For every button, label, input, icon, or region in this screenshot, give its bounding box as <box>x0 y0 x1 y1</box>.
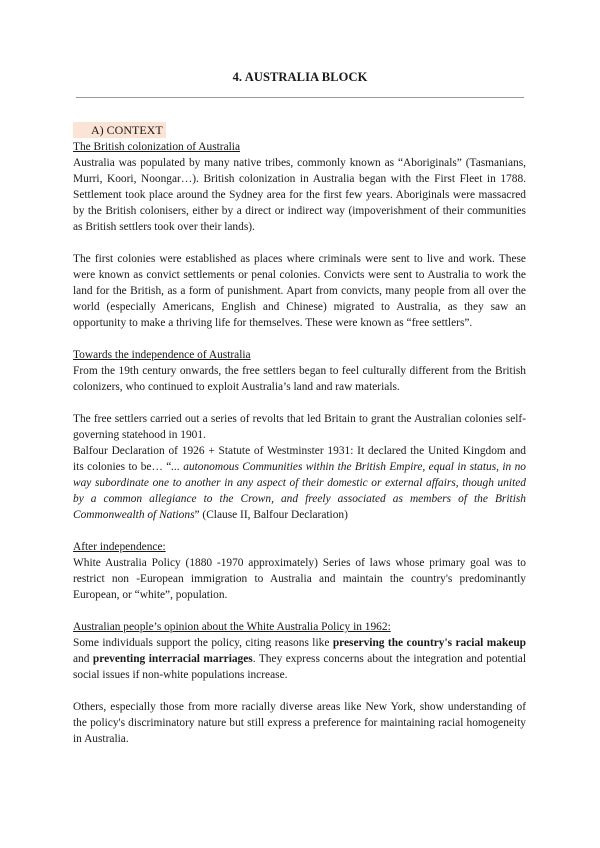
paragraph-colonization-1: Australia was populated by many native tribes, commonly known as “Aboriginals” (Tasmanians, Murri, Koori, Noongar…). British colonization in Australia began with the First Fleet in 1788. Settlement took place around the Sydney area for the first few years. Aboriginals were massacred by the British colonisers, either by a direct or indirect way (impoverishment of their communities as British settlers took over their lands). <box>73 157 526 233</box>
context-label: A) CONTEXT <box>73 122 166 138</box>
balfour-lead: Balfour Declaration of 1926 + Statute of Westminster 1931: It declared the United Kingdom and its colonies to be… “ <box>73 445 526 473</box>
paragraph-independence-2: The free settlers carried out a series of revolts that led Britain to grant the Australian colonies self-governing statehood in 1901. <box>73 413 526 441</box>
opinion-bold-racial-makeup: preserving the country's racial makeup <box>332 637 527 649</box>
page-title: 4. AUSTRALIA BLOCK <box>232 70 368 84</box>
balfour-quote: ... autonomous Communities within the British Empire, equal in status, in no way subordinate one to another in any aspect of their domestic or external affairs, though united by a common allegiance to the Crown, and freely associated as members of the British Commonwealth of Nations <box>73 461 526 521</box>
paragraph-balfour <box>73 443 526 523</box>
heading-after-independence: After independence: <box>73 541 166 553</box>
heading-british-colonization: The British colonization of Australia <box>73 141 241 153</box>
paragraph-opinion-2: Others, especially those from more racially diverse areas like New York, show understanding of the policy's discriminatory nature but still express a preference for maintaining racial homogeneity in Australia. <box>73 701 526 745</box>
document-body <box>73 122 526 747</box>
opinion-bold-interracial: preventing interracial marriages <box>92 653 253 665</box>
opinion-and: and <box>73 653 93 665</box>
paragraph-white-australia-policy: White Australia Policy (1880 -1970 approximately) Series of laws whose primary goal was to restrict non -European immigration to Australia and maintain the country's predominantly European, or “white”, population. <box>73 557 526 601</box>
balfour-citation: ” (Clause II, Balfour Declaration) <box>194 509 348 521</box>
heading-public-opinion: Australian people’s opinion about the White Australia Policy in 1962: <box>73 621 391 633</box>
paragraph-colonization-2: The first colonies were established as places where criminals were sent to live and work. These were known as convict settlements or penal colonies. Convicts were sent to Australia to work the land for the British, as a form of punishment. Apart from convicts, many people from all over the world (especially Americans, English and Chinese) migrated to Australia, as they saw an opportunity to make a thriving life for themselves. These were known as “free settlers”. <box>73 253 526 329</box>
opinion-lead: Some individuals support the policy, citing reasons like <box>73 637 333 649</box>
paragraph-independence-1: From the 19th century onwards, the free settlers began to feel culturally different from the British colonizers, who continued to exploit Australia’s land and raw materials. <box>73 365 526 393</box>
heading-independence: Towards the independence of Australia <box>73 349 251 361</box>
title-divider <box>76 97 524 98</box>
paragraph-opinion-1 <box>73 635 526 683</box>
opinion-tail: . They express concerns about the integration and potential social issues if non-white populations increase. <box>73 653 527 681</box>
